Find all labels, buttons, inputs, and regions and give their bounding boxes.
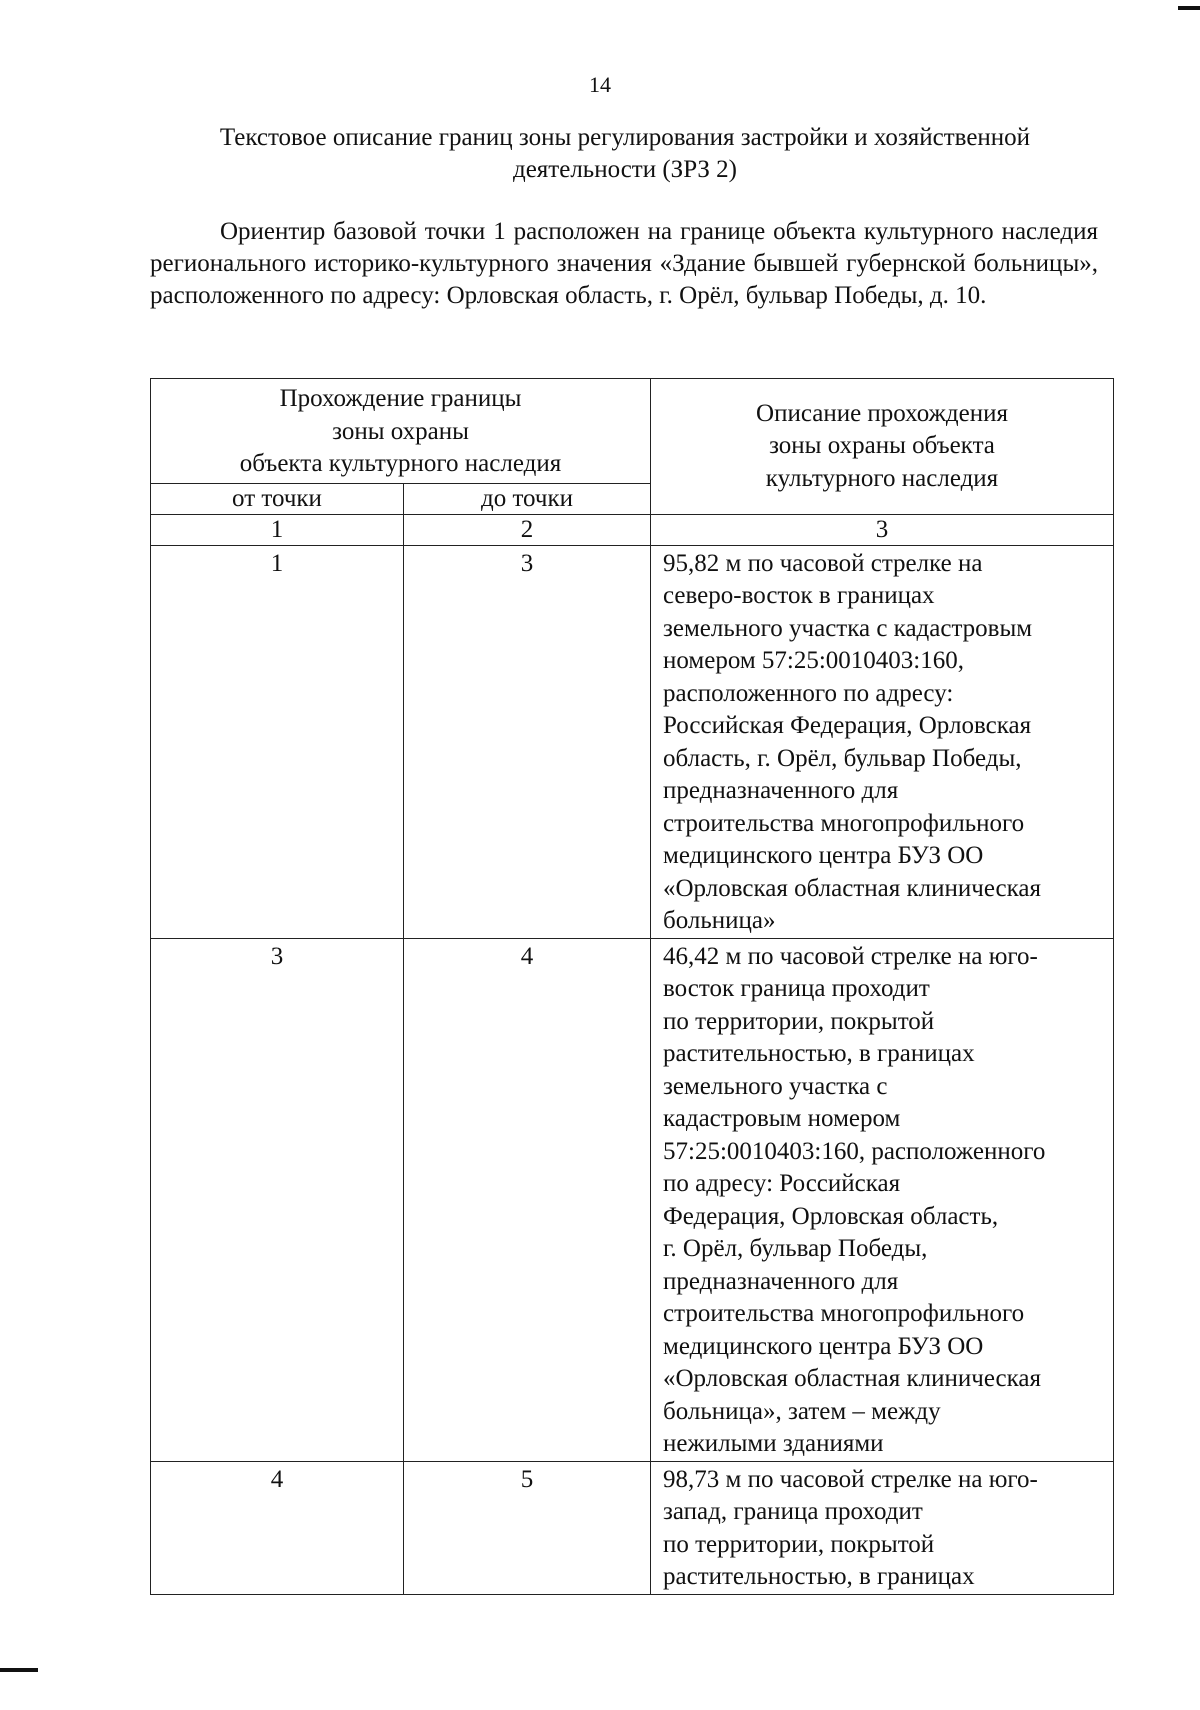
description-line: г. Орёл, бульвар Победы,: [663, 1235, 928, 1262]
description-line: 57:25:0010403:160, расположенного: [663, 1137, 1046, 1165]
from-point-cell: 3: [151, 938, 404, 1461]
intro-paragraph: Ориентир базовой точки 1 расположен на границе объекта культурного наследия регионального историко-культурного значения «Здание бывшей губернской больницы», расположенного по адресу: Орловская область, г. Орёл, бульвар Победы, д. 10.: [150, 218, 1098, 309]
header-desc-line: культурного наследия: [765, 464, 999, 492]
scan-edge-mark-bottom: [0, 1668, 38, 1672]
description-line: «Орловская областная клиническая: [663, 1365, 1041, 1392]
description-line: «Орловская областная клиническая: [663, 874, 1041, 902]
description-line: строительства многопрофильного: [663, 1300, 1025, 1327]
column-number: 1: [151, 514, 404, 545]
description-line: номером 57:25:0010403:160,: [663, 647, 965, 674]
description-line: северо-восток в границах: [663, 582, 935, 609]
title-line-1: Текстовое описание границ зоны регулирования застройки и хозяйственной: [219, 124, 1031, 151]
description-line: строительства многопрофильного: [663, 809, 1025, 837]
table-row: [151, 938, 1114, 1461]
header-row-1: [151, 379, 1114, 484]
description-line: Российская Федерация, Орловская: [663, 712, 1032, 739]
header-to-point: до точки: [404, 483, 651, 514]
to-point-cell: 5: [404, 1461, 651, 1594]
to-point-cell: 4: [404, 938, 651, 1461]
description-line: растительностью, в границах: [663, 1563, 975, 1590]
description-line: по территории, покрытой: [663, 1007, 935, 1035]
description-line: земельного участка с кадастровым: [663, 614, 1033, 642]
header-span-line: объекта культурного наследия: [239, 450, 562, 477]
description-line: Федерация, Орловская область,: [663, 1202, 999, 1230]
description-line: предназначенного для: [663, 777, 899, 804]
page-number: 14: [589, 72, 611, 97]
column-number: 3: [651, 514, 1114, 545]
header-description: [651, 379, 1114, 515]
description-line: кадастровым номером: [663, 1105, 901, 1132]
table-row: [151, 1461, 1114, 1594]
title-line-2: деятельности (ЗРЗ 2): [512, 156, 738, 183]
header-from-point: от точки: [151, 483, 404, 514]
description-line: предназначенного для: [663, 1267, 899, 1295]
description-line: восток граница проходит: [663, 975, 930, 1002]
column-number: 2: [404, 514, 651, 545]
description-line: 95,82 м по часовой стрелке на: [663, 549, 983, 577]
column-number-row: [151, 514, 1114, 545]
boundary-table: [150, 378, 1114, 1595]
description-line: нежилыми зданиями: [663, 1430, 884, 1457]
scan-edge-mark-top: [1178, 6, 1200, 10]
description-cell: [651, 1461, 1114, 1594]
description-line: 98,73 м по часовой стрелке на юго-: [663, 1465, 1038, 1493]
to-point-cell: 3: [404, 545, 651, 938]
description-line: медицинского центра БУЗ ОО: [663, 1332, 984, 1360]
document-title: [150, 122, 1100, 186]
header-boundary-passage: [151, 379, 651, 484]
header-desc-line: Описание прохождения: [756, 399, 1008, 427]
description-line: по адресу: Российская: [663, 1170, 901, 1197]
description-line: по территории, покрытой: [663, 1530, 935, 1558]
description-line: 46,42 м по часовой стрелке на юго-: [663, 942, 1038, 970]
description-line: больница»: [663, 907, 776, 934]
header-desc-line: зоны охраны объекта: [769, 432, 995, 459]
description-cell: [651, 545, 1114, 938]
description-line: медицинского центра БУЗ ОО: [663, 842, 984, 869]
description-line: расположенного по адресу:: [663, 679, 954, 707]
header-span-line: зоны охраны: [332, 417, 469, 445]
description-line: земельного участка с: [663, 1072, 888, 1100]
from-point-cell: 1: [151, 545, 404, 938]
table-row: [151, 545, 1114, 938]
description-line: больница», затем – между: [663, 1397, 941, 1425]
description-cell: [651, 938, 1114, 1461]
from-point-cell: 4: [151, 1461, 404, 1594]
header-span-line: Прохождение границы: [279, 385, 522, 412]
description-line: область, г. Орёл, бульвар Победы,: [663, 744, 1022, 772]
description-line: растительностью, в границах: [663, 1040, 975, 1067]
description-line: запад, граница проходит: [663, 1498, 923, 1525]
